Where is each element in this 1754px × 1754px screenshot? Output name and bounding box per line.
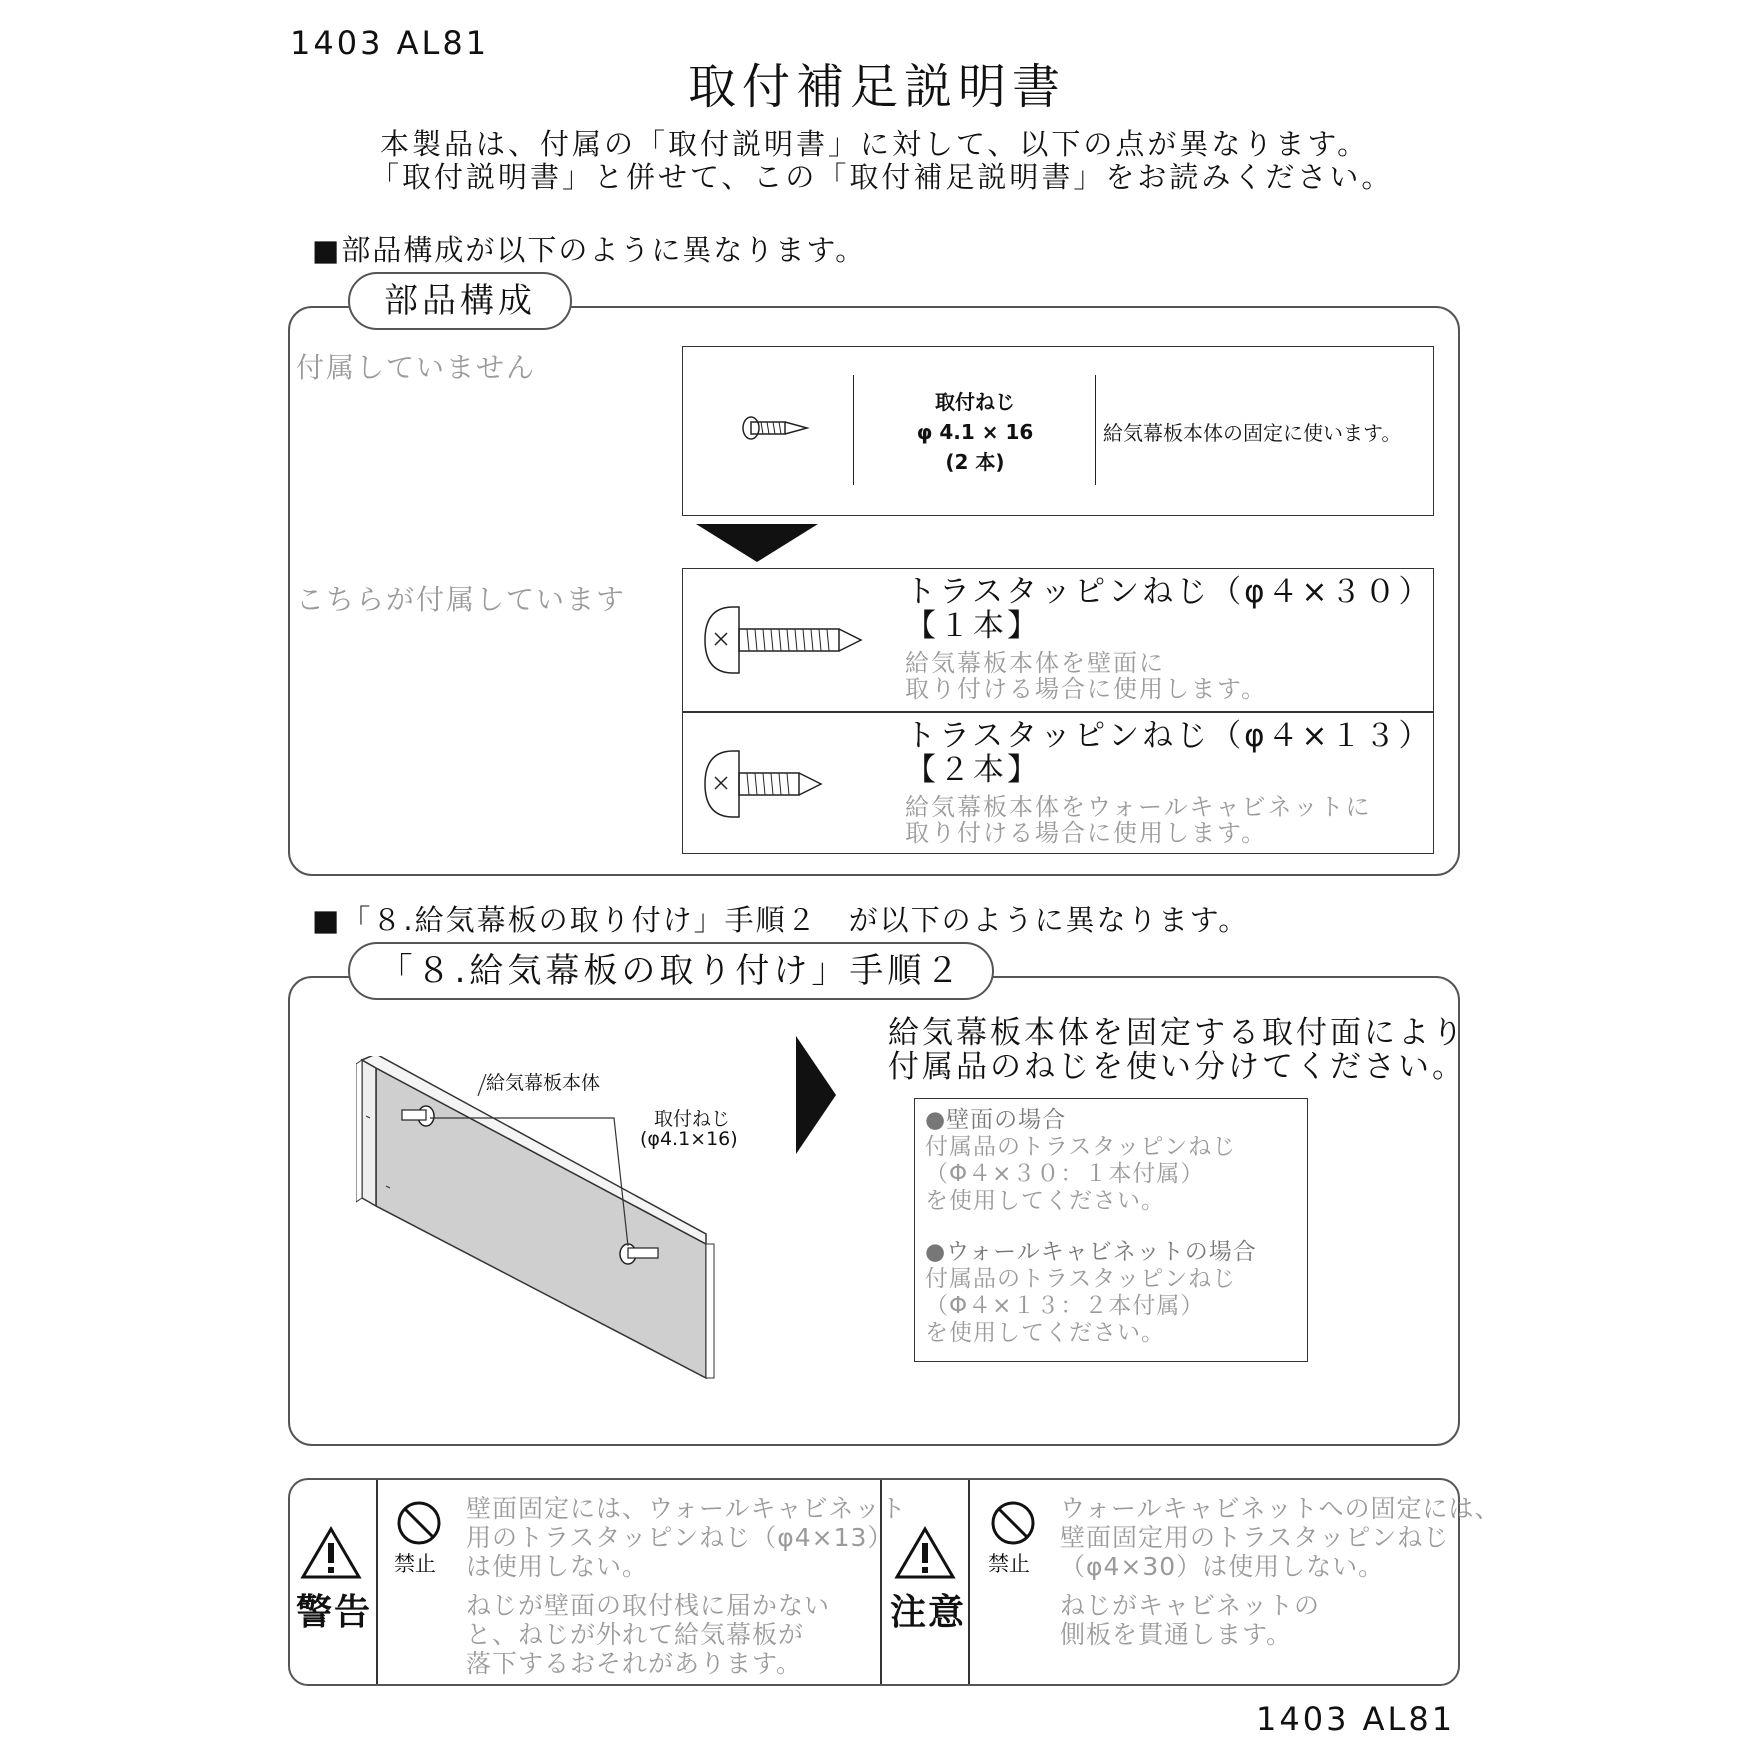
caution-text-1: ウォールキャビネットへの固定には、 xyxy=(1060,1494,1501,1523)
screw-30-desc-2: 取り付ける場合に使用します。 xyxy=(905,675,1268,703)
long-screw-icon xyxy=(703,605,863,675)
prohibit-icon-2 xyxy=(990,1500,1036,1546)
caution-text-2: 壁面固定用のトラスタッピンねじ xyxy=(1060,1523,1450,1552)
warning-triangle-icon xyxy=(300,1526,362,1580)
figure-label-panel: 給気幕板本体 xyxy=(486,1072,601,1094)
intro-line-1: 本製品は、付属の「取付説明書」に対して、以下の点が異なります。 xyxy=(380,127,1370,161)
warning-prohibit-label: 禁止 xyxy=(394,1552,436,1576)
usage-cases-box xyxy=(914,1098,1308,1362)
warning-text xyxy=(466,1494,907,1678)
instruction-line-1: 給気幕板本体を固定する取付面により xyxy=(888,1015,1466,1051)
intro-text xyxy=(370,127,1394,194)
caution-prohibit-label: 禁止 xyxy=(988,1552,1030,1576)
old-screw-qty: (2 本) xyxy=(945,450,1005,474)
screw-13-desc-1: 給気幕板本体をウォールキャビネットに xyxy=(905,793,1372,821)
old-screw-box xyxy=(682,346,1434,516)
procedure-frame-label: 「８.給気幕板の取り付け」手順２ xyxy=(348,942,994,1000)
warning-text-3: は使用しない。 xyxy=(466,1552,649,1581)
case-cabinet-line-3: を使用してください。 xyxy=(925,1320,1165,1346)
case-wall-line-2: （Φ４×３０：１本付属） xyxy=(925,1161,1205,1187)
short-screw-icon xyxy=(703,749,823,819)
figure-label-screw: 取付ねじ xyxy=(654,1108,731,1130)
warning-text-6: 落下するおそれがあります。 xyxy=(466,1649,803,1678)
warning-text-2: 用のトラスタッピンねじ（φ4×13） xyxy=(466,1523,894,1552)
case-wall xyxy=(925,1107,1236,1215)
case-cabinet-line-1: 付属品のトラスタッピンねじ xyxy=(925,1266,1237,1292)
case-cabinet-line-2: （Φ４×１３：２本付属） xyxy=(925,1293,1205,1319)
caution-text-4: ねじがキャビネットの xyxy=(1060,1591,1321,1620)
page-title: 取付補足説明書 xyxy=(687,59,1066,115)
small-screw-icon xyxy=(741,413,811,443)
case-cabinet xyxy=(925,1239,1257,1347)
parts-frame-label: 部品構成 xyxy=(348,272,572,330)
new-screws-box xyxy=(682,568,1434,854)
case-wall-title: ●壁面の場合 xyxy=(925,1107,1067,1133)
screw-30-qty: 【１本】 xyxy=(905,608,1041,644)
case-cabinet-title: ●ウォールキャビネットの場合 xyxy=(925,1239,1257,1265)
procedure-instruction xyxy=(888,1016,1466,1084)
screw-30-title: トラスタッピンねじ（φ４×３０） xyxy=(905,574,1433,610)
warning-text-5: と、ねじが外れて給気幕板が xyxy=(466,1620,805,1649)
instruction-line-2: 付属品のねじを使い分けてください。 xyxy=(888,1049,1466,1085)
prohibit-icon xyxy=(396,1500,442,1546)
arrow-down-icon xyxy=(696,524,818,562)
old-screw-desc: 給気幕板本体の固定に使います。 xyxy=(1103,421,1402,445)
figure-label-screw-size: (φ4.1×16) xyxy=(640,1128,738,1150)
not-included-label: 付属していません xyxy=(296,351,537,384)
screw-13-qty: 【２本】 xyxy=(905,752,1041,788)
old-screw-spec xyxy=(855,387,1095,477)
caution-level-label: 注意 xyxy=(890,1592,967,1633)
intro-line-2: 「取付説明書」と併せて、この「取付補足説明書」をお読みください。 xyxy=(370,160,1394,194)
old-screw-name: 取付ねじ xyxy=(935,390,1015,414)
caution-text-3: （φ4×30）は使用しない。 xyxy=(1060,1552,1385,1581)
arrow-right-icon xyxy=(796,1036,836,1154)
document-code-top: 1403 AL81 xyxy=(290,24,490,62)
old-screw-size: φ 4.1 × 16 xyxy=(916,420,1034,444)
included-label: こちらが付属しています xyxy=(296,583,627,616)
warning-level-label: 警告 xyxy=(296,1592,373,1633)
warning-text-1: 壁面固定には、ウォールキャビネット xyxy=(466,1494,907,1523)
caution-triangle-icon xyxy=(894,1526,956,1580)
procedure-heading: ■「８.給気幕板の取り付け」手順２ が以下のように異なります。 xyxy=(312,903,1250,937)
caution-text-5: 側板を貫通します。 xyxy=(1060,1620,1293,1649)
screw-13-title: トラスタッピンねじ（φ４×１３） xyxy=(905,718,1433,754)
caution-text xyxy=(1060,1494,1501,1649)
document-code-bottom: 1403 AL81 xyxy=(1256,1700,1456,1738)
case-wall-line-1: 付属品のトラスタッピンねじ xyxy=(925,1134,1237,1160)
screw-30-desc-1: 給気幕板本体を壁面に xyxy=(905,649,1165,677)
warning-text-4: ねじが壁面の取付桟に届かない xyxy=(466,1591,831,1620)
screw-13-desc-2: 取り付ける場合に使用します。 xyxy=(905,819,1268,847)
parts-heading: ■部品構成が以下のように異なります。 xyxy=(312,233,867,267)
case-wall-line-3: を使用してください。 xyxy=(925,1188,1165,1214)
